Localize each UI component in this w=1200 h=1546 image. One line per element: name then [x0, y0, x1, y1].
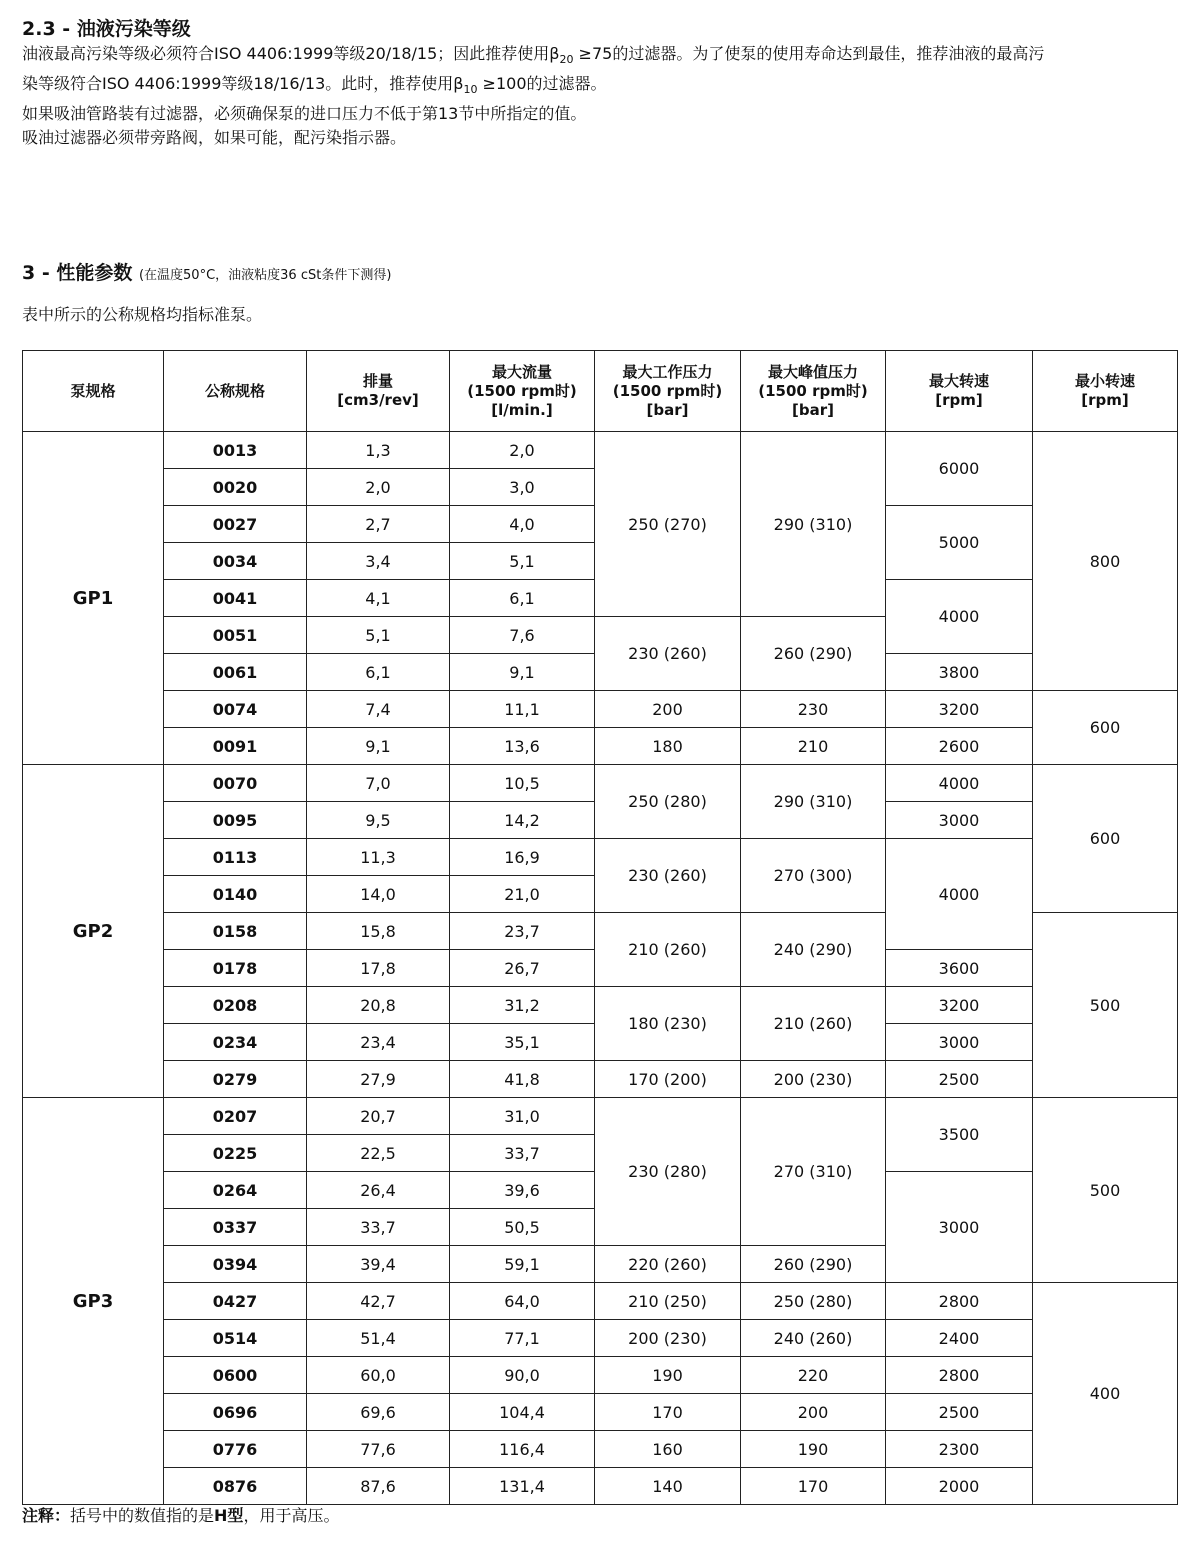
peak-pressure: 240 (290): [741, 913, 886, 987]
displacement: 27,9: [307, 1061, 450, 1098]
nominal-size: 0027: [164, 506, 307, 543]
min-speed: 400: [1033, 1283, 1178, 1505]
peak-pressure: 210: [741, 728, 886, 765]
max-flow: 59,1: [450, 1246, 595, 1283]
table-row: [23, 1394, 1178, 1431]
displacement: 39,4: [307, 1246, 450, 1283]
max-flow: 31,2: [450, 987, 595, 1024]
displacement: 3,4: [307, 543, 450, 580]
max-speed: 2800: [886, 1283, 1033, 1320]
displacement: 6,1: [307, 654, 450, 691]
max-speed: 2400: [886, 1320, 1033, 1357]
peak-pressure: 250 (280): [741, 1283, 886, 1320]
nominal-size: 0279: [164, 1061, 307, 1098]
max-flow: 31,0: [450, 1098, 595, 1135]
max-speed: 6000: [886, 432, 1033, 506]
working-pressure: 180 (230): [595, 987, 741, 1061]
nominal-size: 0095: [164, 802, 307, 839]
displacement: 4,1: [307, 580, 450, 617]
max-speed: 4000: [886, 765, 1033, 802]
nominal-size: 0158: [164, 913, 307, 950]
max-flow: 10,5: [450, 765, 595, 802]
max-flow: 77,1: [450, 1320, 595, 1357]
nominal-size: 0225: [164, 1135, 307, 1172]
max-speed: 3600: [886, 950, 1033, 987]
peak-pressure: 190: [741, 1431, 886, 1468]
nominal-size: 0061: [164, 654, 307, 691]
nominal-size: 0234: [164, 1024, 307, 1061]
section-2-3-line2: 染等级符合ISO 4406:1999等级18/16/13。此时，推荐使用$\beta_{10} \ge 100$的过滤器。: [22, 74, 607, 97]
max-flow: 39,6: [450, 1172, 595, 1209]
working-pressure: 210 (260): [595, 913, 741, 987]
max-speed: 3500: [886, 1098, 1033, 1172]
peak-pressure: 200: [741, 1394, 886, 1431]
section-2-3-title: 2.3 - 油液污染等级: [22, 18, 191, 40]
peak-pressure: 210 (260): [741, 987, 886, 1061]
displacement: 20,7: [307, 1098, 450, 1135]
displacement: 7,4: [307, 691, 450, 728]
table-row: [23, 1283, 1178, 1320]
working-pressure: 210 (250): [595, 1283, 741, 1320]
nominal-size: 0427: [164, 1283, 307, 1320]
displacement: 2,7: [307, 506, 450, 543]
peak-pressure: 290 (310): [741, 765, 886, 839]
nominal-size: 0600: [164, 1357, 307, 1394]
working-pressure: 190: [595, 1357, 741, 1394]
table-row: [23, 1061, 1178, 1098]
min-speed: 600: [1033, 691, 1178, 765]
nominal-size: 0013: [164, 432, 307, 469]
displacement: 33,7: [307, 1209, 450, 1246]
nominal-size: 0140: [164, 876, 307, 913]
displacement: 9,1: [307, 728, 450, 765]
section-2-3-line1: 油液最高污染等级必须符合ISO 4406:1999等级20/18/15；因此推荐使用$\beta_{20} \ge 75$的过滤器。为了使泵的使用寿命达到最佳，推荐油液的最高污: [22, 44, 1045, 67]
nominal-size: 0394: [164, 1246, 307, 1283]
nominal-size: 0514: [164, 1320, 307, 1357]
working-pressure: 180: [595, 728, 741, 765]
max-flow: 64,0: [450, 1283, 595, 1320]
displacement: 23,4: [307, 1024, 450, 1061]
peak-pressure: 240 (260): [741, 1320, 886, 1357]
peak-pressure: 260 (290): [741, 617, 886, 691]
header-displacement: 排量 [cm3/rev]: [307, 351, 450, 432]
nominal-size: 0070: [164, 765, 307, 802]
max-speed: 3000: [886, 1024, 1033, 1061]
table-row: [23, 1320, 1178, 1357]
nominal-size: 0178: [164, 950, 307, 987]
header-max-working-pressure: 最大工作压力 (1500 rpm时) [bar]: [595, 351, 741, 432]
nominal-size: 0207: [164, 1098, 307, 1135]
max-speed: 3800: [886, 654, 1033, 691]
max-speed: 2800: [886, 1357, 1033, 1394]
nominal-size: 0074: [164, 691, 307, 728]
table-row: [23, 839, 1178, 876]
displacement: 60,0: [307, 1357, 450, 1394]
peak-pressure: 170: [741, 1468, 886, 1505]
max-flow: 3,0: [450, 469, 595, 506]
max-speed: 3000: [886, 1172, 1033, 1283]
max-flow: 35,1: [450, 1024, 595, 1061]
header-max-flow: 最大流量 (1500 rpm时) [l/min.]: [450, 351, 595, 432]
max-flow: 5,1: [450, 543, 595, 580]
displacement: 87,6: [307, 1468, 450, 1505]
section-3-title: 3 - 性能参数 (在温度50°C，油液粘度36 cSt条件下测得): [22, 262, 392, 284]
peak-pressure: 270 (310): [741, 1098, 886, 1246]
max-flow: 131,4: [450, 1468, 595, 1505]
displacement: 22,5: [307, 1135, 450, 1172]
min-speed: 600: [1033, 765, 1178, 913]
displacement: 42,7: [307, 1283, 450, 1320]
working-pressure: 170: [595, 1394, 741, 1431]
nominal-size: 0020: [164, 469, 307, 506]
max-flow: 16,9: [450, 839, 595, 876]
nominal-size: 0208: [164, 987, 307, 1024]
working-pressure: 170 (200): [595, 1061, 741, 1098]
nominal-size: 0034: [164, 543, 307, 580]
nominal-size: 0876: [164, 1468, 307, 1505]
table-row: [23, 1098, 1178, 1135]
table-row: [23, 765, 1178, 802]
max-speed: 2600: [886, 728, 1033, 765]
peak-pressure: 270 (300): [741, 839, 886, 913]
displacement: 11,3: [307, 839, 450, 876]
max-flow: 33,7: [450, 1135, 595, 1172]
max-flow: 7,6: [450, 617, 595, 654]
header-nominal: 公称规格: [164, 351, 307, 432]
max-speed: 2300: [886, 1431, 1033, 1468]
displacement: 51,4: [307, 1320, 450, 1357]
pump-group-gp1: GP1: [23, 432, 164, 765]
working-pressure: 250 (280): [595, 765, 741, 839]
header-pump: 泵规格: [23, 351, 164, 432]
nominal-size: 0776: [164, 1431, 307, 1468]
nominal-size: 0113: [164, 839, 307, 876]
table-row: [23, 1357, 1178, 1394]
table-row: [23, 432, 1178, 469]
nominal-size: 0337: [164, 1209, 307, 1246]
table-row: [23, 691, 1178, 728]
header-max-peak-pressure: 最大峰值压力 (1500 rpm时) [bar]: [741, 351, 886, 432]
displacement: 7,0: [307, 765, 450, 802]
max-flow: 90,0: [450, 1357, 595, 1394]
header-min-speed: 最小转速 [rpm]: [1033, 351, 1178, 432]
max-flow: 14,2: [450, 802, 595, 839]
table-row: [23, 987, 1178, 1024]
section-3-intro: 表中所示的公称规格均指标准泵。: [22, 305, 263, 324]
working-pressure: 230 (280): [595, 1098, 741, 1246]
header-max-speed: 最大转速 [rpm]: [886, 351, 1033, 432]
max-flow: 21,0: [450, 876, 595, 913]
max-speed: 3200: [886, 691, 1033, 728]
working-pressure: 220 (260): [595, 1246, 741, 1283]
displacement: 15,8: [307, 913, 450, 950]
nominal-size: 0091: [164, 728, 307, 765]
max-flow: 50,5: [450, 1209, 595, 1246]
max-flow: 6,1: [450, 580, 595, 617]
max-flow: 26,7: [450, 950, 595, 987]
min-speed: 800: [1033, 432, 1178, 691]
peak-pressure: 290 (310): [741, 432, 886, 617]
displacement: 9,5: [307, 802, 450, 839]
max-speed: 2500: [886, 1061, 1033, 1098]
max-speed: 5000: [886, 506, 1033, 580]
displacement: 1,3: [307, 432, 450, 469]
working-pressure: 250 (270): [595, 432, 741, 617]
max-speed: 3000: [886, 802, 1033, 839]
displacement: 26,4: [307, 1172, 450, 1209]
max-flow: 41,8: [450, 1061, 595, 1098]
min-speed: 500: [1033, 1098, 1178, 1283]
max-speed: 2500: [886, 1394, 1033, 1431]
nominal-size: 0696: [164, 1394, 307, 1431]
section-2-3-line3: 如果吸油管路装有过滤器，必须确保泵的进口压力不低于第13节中所指定的值。: [22, 104, 587, 123]
displacement: 5,1: [307, 617, 450, 654]
max-flow: 104,4: [450, 1394, 595, 1431]
displacement: 14,0: [307, 876, 450, 913]
displacement: 17,8: [307, 950, 450, 987]
footnote: 注释：括号中的数值指的是H型，用于高压。: [22, 1506, 340, 1525]
working-pressure: 140: [595, 1468, 741, 1505]
nominal-size: 0051: [164, 617, 307, 654]
max-flow: 9,1: [450, 654, 595, 691]
section-2-3-line4: 吸油过滤器必须带旁路阀，如果可能，配污染指示器。: [22, 128, 407, 147]
max-flow: 4,0: [450, 506, 595, 543]
peak-pressure: 230: [741, 691, 886, 728]
peak-pressure: 260 (290): [741, 1246, 886, 1283]
table-header-row: [23, 351, 1178, 432]
footnote-label: 注释：: [22, 1506, 71, 1525]
max-flow: 13,6: [450, 728, 595, 765]
peak-pressure: 220: [741, 1357, 886, 1394]
min-speed: 500: [1033, 913, 1178, 1098]
working-pressure: 160: [595, 1431, 741, 1468]
working-pressure: 200: [595, 691, 741, 728]
max-speed: 4000: [886, 580, 1033, 654]
peak-pressure: 200 (230): [741, 1061, 886, 1098]
nominal-size: 0041: [164, 580, 307, 617]
displacement: 77,6: [307, 1431, 450, 1468]
max-speed: 2000: [886, 1468, 1033, 1505]
max-flow: 11,1: [450, 691, 595, 728]
section-3-note: (在温度50°C，油液粘度36 cSt条件下测得): [138, 268, 392, 283]
table-row: [23, 1431, 1178, 1468]
working-pressure: 200 (230): [595, 1320, 741, 1357]
max-speed: 3200: [886, 987, 1033, 1024]
max-flow: 23,7: [450, 913, 595, 950]
displacement: 2,0: [307, 469, 450, 506]
nominal-size: 0264: [164, 1172, 307, 1209]
pump-group-gp3: GP3: [23, 1098, 164, 1505]
max-flow: 2,0: [450, 432, 595, 469]
performance-table: [22, 350, 1178, 1505]
working-pressure: 230 (260): [595, 617, 741, 691]
table-row: [23, 728, 1178, 765]
displacement: 69,6: [307, 1394, 450, 1431]
working-pressure: 230 (260): [595, 839, 741, 913]
max-speed: 4000: [886, 839, 1033, 950]
table-row: [23, 1468, 1178, 1505]
displacement: 20,8: [307, 987, 450, 1024]
max-flow: 116,4: [450, 1431, 595, 1468]
pump-group-gp2: GP2: [23, 765, 164, 1098]
